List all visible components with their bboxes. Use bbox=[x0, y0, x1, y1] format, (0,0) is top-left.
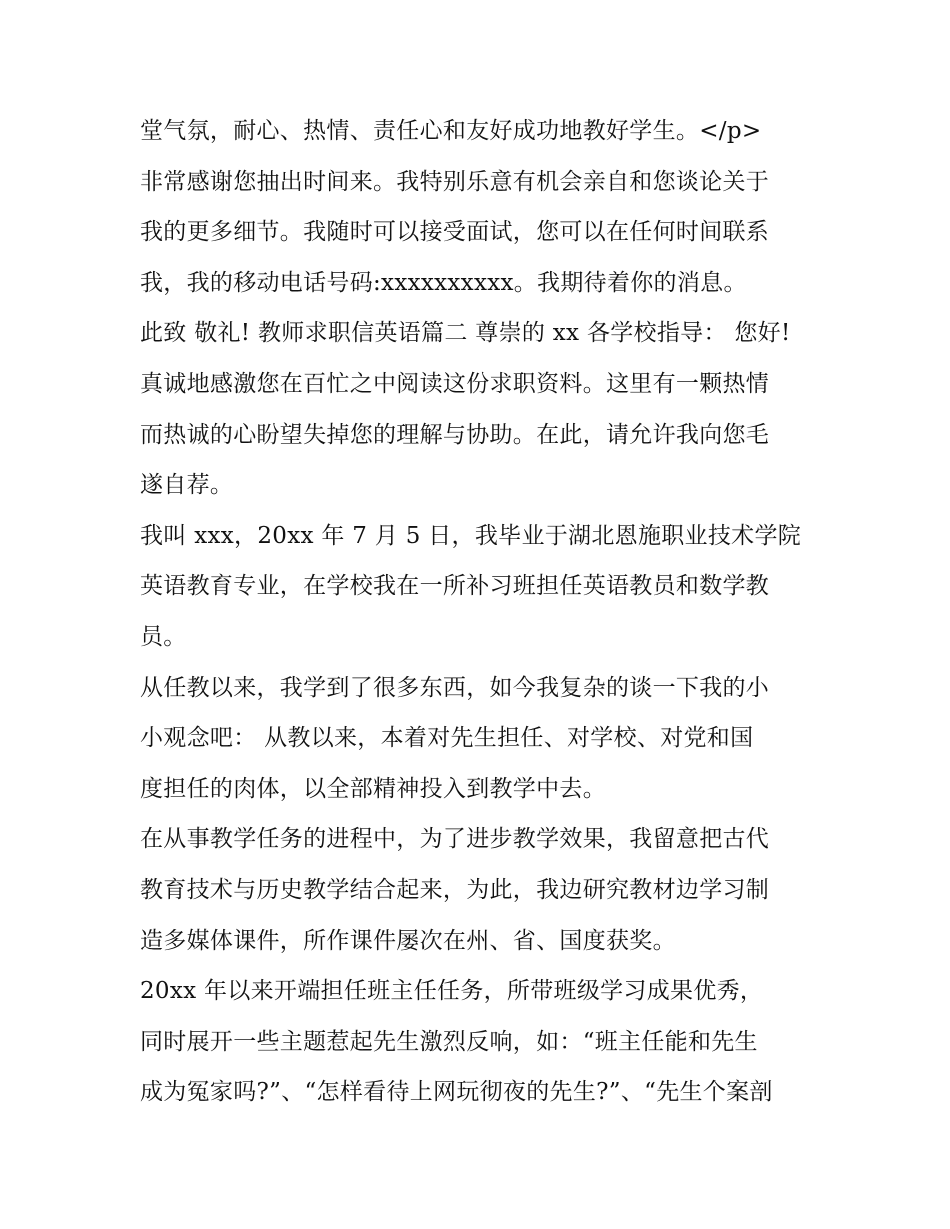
text-line: 我的更多细节。我随时可以接受面试，您可以在任何时间联系 bbox=[140, 219, 770, 246]
text-line: 小观念吧： 从教以来，本着对先生担任、对学校、对党和国 bbox=[140, 725, 754, 752]
text-line: 从任教以来，我学到了很多东西，如今我复杂的谈一下我的小 bbox=[140, 674, 770, 701]
text-line: 我，我的移动电话号码:xxxxxxxxxx。我期待着你的消息。 bbox=[140, 269, 747, 296]
text-line: 非常感谢您抽出时间来。我特别乐意有机会亲自和您谈论关于 bbox=[140, 168, 770, 195]
text-line: 20xx 年以来开端担任班主任任务，所带班级学习成果优秀， bbox=[140, 978, 764, 1005]
text-line: 而热诚的心盼望失掉您的理解与协助。在此，请允许我向您毛 bbox=[140, 421, 770, 448]
body-text bbox=[140, 106, 830, 1118]
text-line: 英语教育专业，在学校我在一所补习班担任英语教员和数学教 bbox=[140, 573, 770, 600]
text-line: 在从事教学任务的进程中，为了进步教学效果，我留意把古代 bbox=[140, 826, 770, 853]
text-line: 造多媒体课件，所作课件屡次在州、省、国度获奖。 bbox=[140, 927, 676, 954]
text-line: 成为冤家吗?”、“怎样看待上网玩彻夜的先生?”、“先生个案剖 bbox=[140, 1079, 773, 1106]
text-line: 我叫 xxx，20xx 年 7 月 5 日，我毕业于湖北恩施职业技术学院 bbox=[140, 522, 802, 549]
text-line: 教育技术与历史教学结合起来，为此，我边研究教材边学习制 bbox=[140, 876, 770, 903]
text-line: 此致 敬礼! 教师求职信英语篇二 尊崇的 xx 各学校指导： 您好! bbox=[140, 320, 791, 347]
text-line: 遂自荐。 bbox=[140, 472, 234, 499]
text-line: 真诚地感激您在百忙之中阅读这份求职资料。这里有一颗热情 bbox=[140, 370, 770, 397]
text-line: 员。 bbox=[140, 623, 187, 650]
text-line: 同时展开一些主题惹起先生激烈反响，如：“班主任能和先生 bbox=[140, 1028, 758, 1055]
text-line: 堂气氛，耐心、热情、责任心和友好成功地教好学生。</p> bbox=[140, 118, 762, 144]
text-line: 度担任的肉体，以全部精神投入到教学中去。 bbox=[140, 775, 606, 802]
